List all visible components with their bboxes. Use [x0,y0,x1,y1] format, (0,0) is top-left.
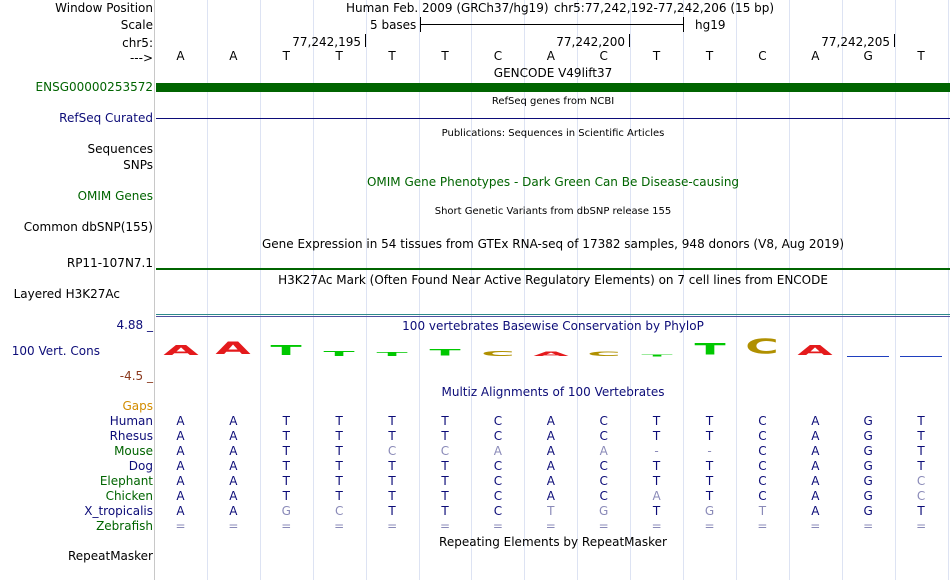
refseq-gene-line[interactable] [156,118,950,119]
alignment-base: C [758,474,767,488]
alignment-base: A [176,489,185,503]
refseq-track-title: RefSeq genes from NCBI [491,96,615,107]
alignment-base: = [810,519,821,533]
alignment-base: T [652,459,661,473]
alignment-base: A [546,414,555,428]
alignment-base: = [863,519,874,533]
coordinate-label: 77,242,195 [292,35,361,49]
alignment-base: T [705,459,714,473]
h3k27ac-track-label[interactable]: Layered H3K27Ac [13,287,120,301]
species-label[interactable]: Zebrafish [96,519,153,533]
h3k27ac-baseline-1 [156,314,950,315]
alignment-base: A [176,504,185,518]
conservation-logo-base: C [745,334,780,359]
gencode-gene-bar[interactable] [156,83,950,92]
reference-sequence [156,49,950,63]
alignment-base: T [335,414,343,428]
refseq-track-label[interactable]: RefSeq Curated [59,111,153,125]
alignment-base: = [757,519,768,533]
cons-max-label: 4.88 _ [116,318,153,332]
alignment-base: A [811,444,820,458]
alignment-base: T [441,429,449,443]
reference-base: A [546,49,555,63]
alignment-base: T [705,489,714,503]
alignment-base: T [441,489,449,503]
alignment-base: T [917,414,925,428]
reference-base: T [917,49,925,63]
alignment-base: T [705,429,714,443]
alignment-base: G [863,459,873,473]
pane-separator [154,0,155,580]
reference-base: G [863,49,873,63]
alignment-base: A [811,474,820,488]
reference-base: T [441,49,449,63]
alignment-row [156,519,950,533]
alignment-base: A [546,444,555,458]
alignment-base: A [176,474,185,488]
conservation-logo-base: T [323,349,355,358]
alignment-base: C [916,474,926,488]
species-label[interactable]: X_tropicalis [84,504,153,518]
alignment-base: = [439,519,451,533]
alignment-base: C [493,459,503,473]
conservation-logo-base: A [533,350,569,358]
rp11-gene-bar[interactable] [156,268,950,270]
scale-bar [420,24,684,25]
position-readout: chr5:77,242,192-77,242,206 (15 bp) [554,1,775,15]
alignment-base: T [335,429,343,443]
alignment-base: A [493,444,502,458]
reference-base: T [388,49,396,63]
alignment-base: C [334,504,344,518]
alignment-base: = [916,519,927,533]
alignment-base: G [863,444,873,458]
gencode-track-title: GENCODE V49lift37 [493,66,613,80]
alignment-base: A [811,429,820,443]
alignment-base: T [917,429,925,443]
reference-base: C [599,49,608,63]
alignment-base: = [545,519,556,533]
alignment-base: A [652,489,661,503]
conservation-logo-base: A [162,342,199,359]
alignment-base: C [758,429,767,443]
alignment-base: = [281,519,292,533]
alignment-base: T [705,414,714,428]
publications-track-title: Publications: Sequences in Scientific Articles [441,128,665,139]
alignment-base: C [493,474,503,488]
repeatmasker-track-label[interactable]: RepeatMasker [67,549,153,563]
alignment-row [156,444,950,458]
omim-track-label[interactable]: OMIM Genes [77,189,153,203]
alignment-base: T [282,489,290,503]
alignment-base: C [599,459,608,473]
alignment-base: = [651,519,662,533]
coordinate-tick [365,34,366,47]
omim-track-title: OMIM Gene Phenotypes - Dark Green Can Be Disease-causing [366,175,740,189]
alignment-base: T [441,414,449,428]
conservation-logo-base [900,356,942,357]
alignment-base: T [917,459,925,473]
alignment-base: A [176,414,185,428]
alignment-base: G [863,489,873,503]
alignment-base: T [388,459,396,473]
alignment-row [156,414,950,428]
scale-db-label: hg19 [695,18,726,32]
alignment-base: C [758,444,767,458]
reference-base: C [493,49,503,63]
alignment-base: A [229,414,238,428]
alignment-row [156,504,950,518]
alignment-base: C [599,474,608,488]
gencode-track-label[interactable]: ENSG00000253572 [35,80,153,94]
alignment-base: T [282,414,290,428]
alignment-base: A [599,444,608,458]
alignment-base: C [758,414,767,428]
multiz-track-title: Multiz Alignments of 100 Vertebrates [441,385,665,399]
alignment-base: T [388,474,396,488]
alignment-base: A [811,489,820,503]
alignment-base: T [441,504,449,518]
alignment-base: T [282,429,290,443]
reference-base: T [282,49,290,63]
alignment-base: = [492,519,503,533]
conservation-track-title: 100 vertebrates Basewise Conservation by PhyloP [402,319,704,333]
reference-base: A [229,49,238,63]
alignment-base: T [282,474,290,488]
alignment-base: G [863,504,873,518]
alignment-base: T [917,504,925,518]
species-label[interactable]: Elephant [99,474,153,488]
alignment-base: T [758,504,767,518]
alignment-base: T [388,489,396,503]
reference-base: T [652,49,661,63]
gaps-label: Gaps [122,399,153,413]
h3k27ac-track-title: H3K27Ac Mark (Often Found Near Active Regulatory Elements) on 7 cell lines from ENCODE [278,273,828,287]
alignment-base: C [758,489,767,503]
scale-bar-right-tick [683,17,684,32]
sequences-track-label[interactable]: Sequences [87,142,153,156]
h3k27ac-baseline-2 [156,316,950,317]
alignment-base: T [388,504,396,518]
reference-base: T [335,49,343,63]
alignment-row [156,474,950,488]
conservation-logo [156,333,950,357]
alignment-base: A [229,459,238,473]
alignment-base: A [229,429,238,443]
species-label[interactable]: Chicken [105,489,153,503]
conservation-logo-base: A [797,342,833,359]
coordinate-tick [894,34,895,47]
conservation-logo-base [847,356,889,357]
alignment-base: T [705,474,714,488]
alignment-base: A [229,474,238,488]
alignment-row [156,489,950,503]
repeatmasker-track-title: Repeating Elements by RepeatMasker [439,535,667,549]
alignment-base: T [547,504,555,518]
species-label[interactable]: Dog [128,459,153,473]
scale-label: Scale [120,18,153,32]
coordinate-label: 77,242,205 [821,35,890,49]
cons-min-label: -4.5 _ [119,369,153,383]
alignment-row [156,459,950,473]
species-label[interactable]: Rhesus [109,429,153,443]
conservation-logo-base: T [376,351,408,358]
track-labels-pane [0,0,155,580]
window-position-label: Window Position [55,1,153,15]
alignment-base: - [707,444,712,458]
conservation-logo-base: T [429,347,461,358]
dbsnp-track-label[interactable]: Common dbSNP(155) [23,220,153,234]
alignment-base: T [335,444,343,458]
alignment-base: A [811,459,820,473]
conservation-logo-base: T [270,342,302,359]
alignment-base: T [652,504,661,518]
conservation-logo-base: C [586,350,621,358]
scale-bar-text: 5 bases [370,18,417,32]
alignment-base: T [652,474,661,488]
alignment-base: A [546,459,555,473]
reference-base: T [705,49,714,63]
alignment-base: C [599,414,608,428]
alignment-base: T [652,414,661,428]
alignment-base: T [282,459,290,473]
scale-bar-left-tick [420,17,421,32]
alignment-base: G [863,429,873,443]
alignment-base: = [175,519,186,533]
alignment-base: C [440,444,450,458]
conservation-logo-base: A [215,338,252,359]
alignment-base: = [387,519,398,533]
alignment-base: A [546,474,555,488]
species-label[interactable]: Human [109,414,153,428]
conservation-track-label[interactable]: 100 Vert. Cons [11,344,100,358]
alignment-base: T [388,429,396,443]
alignment-base: T [335,474,343,488]
alignment-base: = [334,519,345,533]
alignment-base: C [916,489,926,503]
alignment-base: A [229,504,238,518]
alignment-base: A [229,444,238,458]
alignment-base: T [335,489,343,503]
alignment-base: T [441,459,449,473]
alignment-base: A [546,429,555,443]
alignment-base: T [917,444,925,458]
rp11-track-label[interactable]: RP11-107N7.1 [66,256,153,270]
conservation-logo-base: C [481,349,515,358]
alignment-base: T [388,414,396,428]
alignment-base: T [652,429,661,443]
conservation-logo-base: T [693,340,726,359]
alignment-base: C [599,429,608,443]
reference-base: C [758,49,767,63]
alignment-base: G [704,504,715,518]
dbsnp-track-title: Short Genetic Variants from dbSNP release 155 [434,206,672,217]
alignment-base: C [493,429,503,443]
alignment-base: G [599,504,609,518]
alignment-base: G [863,474,873,488]
alignment-base: A [811,414,820,428]
alignment-base: A [229,489,238,503]
alignment-base: C [387,444,397,458]
alignment-base: = [704,519,715,533]
conservation-logo-base: T [641,354,673,358]
alignment-base: C [493,489,503,503]
coordinate-label: 77,242,200 [556,35,625,49]
coordinate-tick [629,34,630,47]
alignment-base: A [176,459,185,473]
alignment-base: A [811,504,820,518]
alignment-base: C [758,459,767,473]
alignment-base: A [176,429,185,443]
alignment-base: A [546,489,555,503]
alignment-base: = [598,519,609,533]
alignment-base: C [493,504,503,518]
alignment-base: C [493,414,503,428]
browser-data-pane[interactable] [156,0,950,580]
reference-base: A [176,49,185,63]
assembly-title: Human Feb. 2009 (GRCh37/hg19) [346,1,549,15]
reference-base: A [811,49,820,63]
gtex-track-title: Gene Expression in 54 tissues from GTEx RNA-seq of 17382 samples, 948 donors (V8, Aug 2019) [261,237,845,251]
chrom-label: chr5: [122,36,153,50]
alignment-base: T [335,459,343,473]
strand-label[interactable]: ---> [129,51,153,65]
alignment-base: T [282,444,290,458]
alignment-base: G [863,414,873,428]
alignment-base: C [599,489,608,503]
alignment-base: - [654,444,659,458]
snps-track-label[interactable]: SNPs [123,158,153,172]
alignment-base: = [228,519,239,533]
alignment-row [156,429,950,443]
alignment-base: T [441,474,449,488]
species-label[interactable]: Mouse [114,444,153,458]
alignment-base: G [281,504,291,518]
alignment-base: A [176,444,185,458]
